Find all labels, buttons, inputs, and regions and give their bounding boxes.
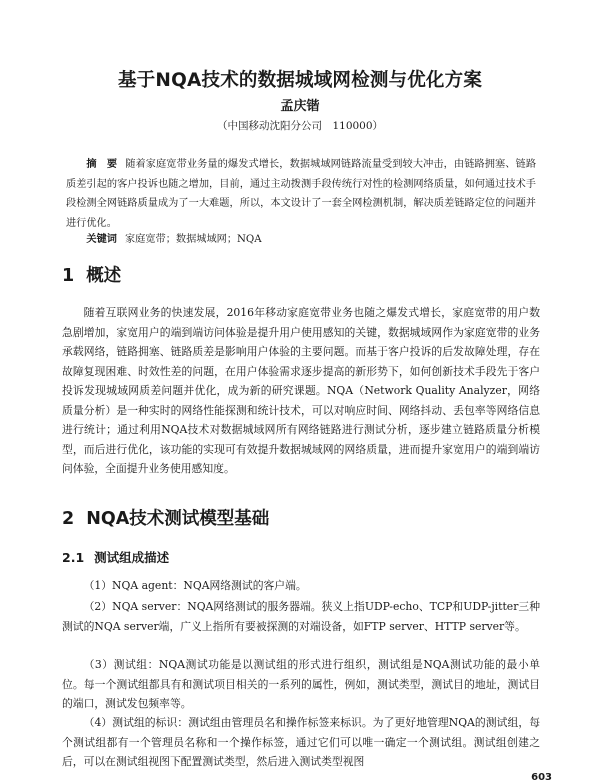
list-item-4: （4）测试组的标识：测试组由管理员名和操作标签来标识。为了更好地管理NQA的测试组，每个测试组都有一个管理员名称和一个操作标签，通过它们可以唯一确定一个测试组。测试组创建之后，可以在测试组视图下配置测试类型，然后进入测试类型视图 (62, 716, 540, 768)
section-1-number: 1 (62, 266, 75, 286)
page-number: 603 (531, 772, 552, 783)
list-item-2: （2）NQA server：NQA网络测试的服务器端。狭义上指UDP-echo、TCP和UDP-jitter三种测试的NQA server端，广义上指所有要被探测的对端设备，如FTP server、HTTP server等。 (62, 600, 540, 633)
subsection-2-1-number: 2.1 (62, 550, 85, 565)
list-item-1: （1）NQA agent：NQA网络测试的客户端。 (83, 579, 307, 592)
section-1-heading (62, 262, 121, 287)
section-2-number: 2 (62, 509, 75, 529)
author-affiliation: （中国移动沈阳分公司 110000） (216, 120, 384, 132)
subsection-2-1-title: 测试组成描述 (94, 550, 170, 565)
keywords (66, 232, 536, 248)
section-2-title: NQA技术测试模型基础 (86, 509, 270, 529)
section-2-heading (62, 505, 269, 530)
keywords-label: 关键词 (86, 234, 117, 245)
list-item-3: （3）测试组：NQA测试功能是以测试组的形式进行组织，测试组是NQA测试功能的最小单位。每一个测试组都具有和测试项目相关的一系列的属性，例如，测试类型，测试目的地址，测试目的端口，测试发包频率等。 (62, 658, 540, 710)
abstract (66, 155, 536, 233)
section-1-paragraph: 随着互联网业务的快速发展，2016年移动家庭宽带业务也随之爆发式增长，家庭宽带的用户数急剧增加，家宽用户的端到端访问体验是提升用户使用感知的关键，数据城域网作为家庭宽带的业务承载网络，链路拥塞、链路质差是影响用户体验的主要问题。而基于客户投诉的后发故障处理，存在故障复现困难、时效性差的问题，在用户体验需求逐步提高的新形势下，如何创新技术手段先于客户投诉发现城域网质差问题并优化，成为新的研究课题。NQA（Network Quality Analyzer，网络质量分析）是一种实时的网络性能探测和统计技术，可以对响应时间、网络抖动、丢包率等网络信息进行统计；通过利用NQA技术对数据城域网所有网络链路进行测试分析，逐步建立链路质量分析模型，而后进行优化，该功能的实现可有效提升数据城域网的网络质量，进而提升家宽用户的端到端访问体验，全面提升业务使用感知度。 (62, 306, 540, 475)
paper-title: 基于NQA技术的数据城域网检测与优化方案 (117, 70, 483, 91)
author-name: 孟庆锴 (280, 99, 320, 114)
section-1-title: 概述 (86, 266, 122, 286)
subsection-2-1-heading (62, 548, 169, 566)
keywords-text: 家庭宽带；数据城域网；NQA (124, 234, 262, 245)
abstract-label: 摘 要 (86, 159, 118, 170)
abstract-text: 随着家庭宽带业务量的爆发式增长，数据城域网链路流量受到较大冲击，由链路拥塞、链路质差引起的客户投诉也随之增加，目前，通过主动拨测手段传统行对性的检测网络质量，如何通过技术手段检测全网链路质量成为了一大难题，所以，本文设计了一套全网检测机制，解决质差链路定位的问题并进行优化。 (66, 159, 537, 229)
